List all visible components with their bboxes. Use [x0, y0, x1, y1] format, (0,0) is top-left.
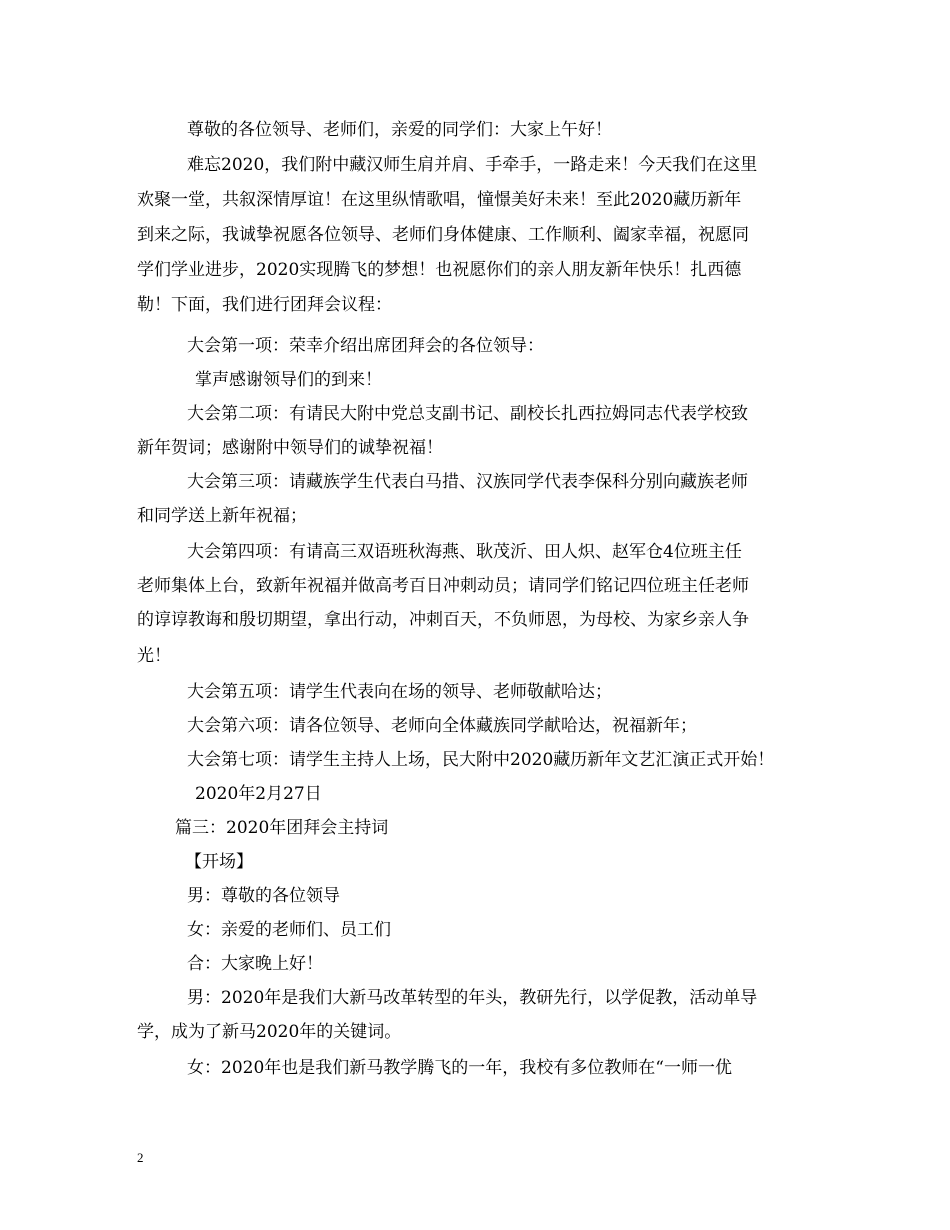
dialogue-line: 女：2020年也是我们新马教学腾飞的一年，我校有多位教师在“一师一优	[187, 1058, 732, 1078]
dialogue-line: 合：大家晚上好！	[187, 954, 323, 974]
agenda-item-3-cont: 和同学送上新年祝福；	[137, 506, 307, 526]
agenda-item-1: 大会第一项：荣幸介绍出席团拜会的各位领导：	[187, 336, 544, 356]
paragraph-line: 到来之际，我诚挚祝愿各位领导、老师们身体健康、工作顺利、阖家幸福，祝愿同	[137, 225, 749, 245]
agenda-item-4-cont: 老师集体上台，致新年祝福并做高考百日冲刺动员；请同学们铭记四位班主任老师	[137, 576, 749, 596]
dialogue-line: 女：亲爱的老师们、员工们	[187, 920, 391, 940]
agenda-item-6: 大会第六项：请各位领导、老师向全体藏族同学献哈达，祝福新年；	[187, 716, 697, 736]
paragraph-line: 难忘2020，我们附中藏汉师生肩并肩、手牵手，一路走来！今天我们在这里	[187, 155, 758, 175]
agenda-item-7: 大会第七项：请学生主持人上场，民大附中2020藏历新年文艺汇演正式开始！	[187, 750, 775, 770]
agenda-item-4-cont: 光！	[137, 646, 171, 666]
agenda-note: 掌声感谢领导们的到来！	[195, 370, 382, 390]
dialogue-line: 男：2020年是我们大新马改革转型的年头，教研先行，以学促教，活动单导	[187, 988, 758, 1008]
subheading-opening: 【开场】	[185, 852, 253, 872]
dialogue-line-cont: 学，成为了新马2020年的关键词。	[137, 1022, 402, 1042]
agenda-item-4: 大会第四项：有请高三双语班秋海燕、耿茂沂、田人炽、赵军仓4位班主任	[187, 542, 742, 562]
agenda-item-2-cont: 新年贺词；感谢附中领导们的诚挚祝福！	[137, 438, 443, 458]
section-heading: 篇三：2020年团拜会主持词	[175, 818, 389, 838]
agenda-item-2: 大会第二项：有请民大附中党总支副书记、副校长扎西拉姆同志代表学校致	[187, 404, 748, 424]
greeting-line: 尊敬的各位领导、老师们，亲爱的同学们：大家上午好！	[187, 120, 612, 140]
agenda-item-3: 大会第三项：请藏族学生代表白马措、汉族同学代表李保科分别向藏族老师	[187, 472, 748, 492]
paragraph-line: 欢聚一堂，共叙深情厚谊！在这里纵情歌唱，憧憬美好未来！至此2020藏历新年	[137, 190, 742, 210]
agenda-item-5: 大会第五项：请学生代表向在场的领导、老师敬献哈达；	[187, 682, 612, 702]
agenda-item-4-cont: 的谆谆教诲和殷切期望，拿出行动，冲刺百天，不负师恩，为母校、为家乡亲人争	[137, 610, 749, 630]
paragraph-line: 勒！下面，我们进行团拜会议程：	[137, 295, 392, 315]
date-line: 2020年2月27日	[195, 784, 322, 804]
paragraph-line: 学们学业进步，2020实现腾飞的梦想！也祝愿你们的亲人朋友新年快乐！扎西德	[137, 260, 742, 280]
page-number: 2	[137, 1150, 144, 1165]
dialogue-line: 男：尊敬的各位领导	[187, 886, 340, 906]
